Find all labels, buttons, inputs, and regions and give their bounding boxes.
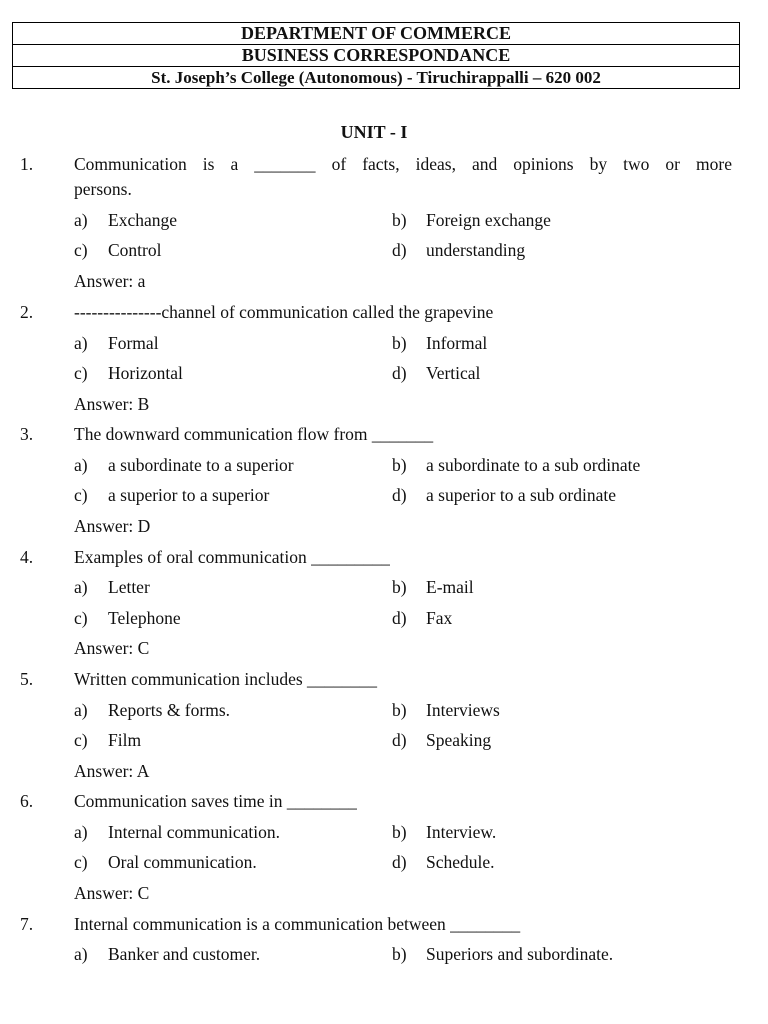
option-letter: b) <box>392 455 407 475</box>
question-number: 2. <box>20 302 34 322</box>
option-text: Telephone <box>108 608 181 628</box>
option-text: Fax <box>426 608 453 628</box>
option-letter: b) <box>392 577 407 597</box>
option-d <box>392 483 616 507</box>
option-letter: b) <box>392 210 407 230</box>
option-text: Oral communication. <box>108 852 257 872</box>
option-letter: a) <box>74 210 88 230</box>
answer-line: Answer: a <box>74 271 146 291</box>
option-a <box>74 331 159 355</box>
option-text: a superior to a sub ordinate <box>426 485 617 505</box>
option-b <box>392 820 496 844</box>
option-text: Horizontal <box>108 363 183 383</box>
option-letter: b) <box>392 944 407 964</box>
question-text: Written communication includes ________ <box>74 669 378 689</box>
option-d <box>392 606 452 630</box>
answer-line: Answer: C <box>74 883 150 903</box>
unit-title: UNIT - I <box>340 122 408 142</box>
option-c <box>74 361 183 385</box>
option-text: Interview. <box>426 822 497 842</box>
question-text-continued: persons. <box>74 179 132 199</box>
option-text: a subordinate to a superior <box>108 455 294 475</box>
option-letter: d) <box>392 240 407 260</box>
header-table <box>12 22 740 89</box>
department-title: DEPARTMENT OF COMMERCE <box>13 23 740 45</box>
option-a <box>74 575 150 599</box>
option-letter: a) <box>74 333 88 353</box>
option-a <box>74 453 294 477</box>
question-number: 4. <box>20 547 34 567</box>
option-letter: b) <box>392 333 407 353</box>
option-text: E-mail <box>426 577 474 597</box>
option-text: Informal <box>426 333 488 353</box>
option-text: Speaking <box>426 730 492 750</box>
option-text: Interviews <box>426 700 500 720</box>
option-a <box>74 942 260 966</box>
option-b <box>392 208 551 232</box>
option-a <box>74 698 230 722</box>
option-text: Exchange <box>108 210 177 230</box>
question-text: Communication saves time in ________ <box>74 791 357 811</box>
option-letter: b) <box>392 822 407 842</box>
option-a <box>74 820 280 844</box>
option-text: Film <box>108 730 142 750</box>
question-number: 1. <box>20 154 34 174</box>
course-title: BUSINESS CORRESPONDANCE <box>13 45 740 67</box>
option-text: Foreign exchange <box>426 210 551 230</box>
option-c <box>74 238 161 262</box>
option-letter: a) <box>74 822 88 842</box>
option-text: Internal communication. <box>108 822 281 842</box>
option-d <box>392 238 525 262</box>
option-b <box>392 942 613 966</box>
question-text: ---------------channel of communication called the grapevine <box>74 302 494 322</box>
college-name: St. Joseph’s College (Autonomous) - Tiruchirappalli – 620 002 <box>13 67 740 89</box>
option-letter: d) <box>392 730 407 750</box>
option-text: Banker and customer. <box>108 944 261 964</box>
option-d <box>392 361 480 385</box>
option-letter: c) <box>74 608 88 628</box>
answer-line: Answer: A <box>74 761 150 781</box>
answer-line: Answer: D <box>74 516 151 536</box>
option-d <box>392 728 491 752</box>
option-c <box>74 728 141 752</box>
option-b <box>392 331 487 355</box>
option-letter: a) <box>74 577 88 597</box>
question-text: Internal communication is a communication between ________ <box>74 914 521 934</box>
option-letter: d) <box>392 608 407 628</box>
option-text: a superior to a superior <box>108 485 270 505</box>
option-text: Schedule. <box>426 852 495 872</box>
option-c <box>74 483 269 507</box>
option-b <box>392 453 640 477</box>
option-d <box>392 850 495 874</box>
option-text: Letter <box>108 577 150 597</box>
option-text: understanding <box>426 240 526 260</box>
option-letter: c) <box>74 485 88 505</box>
option-letter: c) <box>74 730 88 750</box>
option-b <box>392 698 500 722</box>
option-letter: d) <box>392 852 407 872</box>
option-text: Control <box>108 240 162 260</box>
question-text: Examples of oral communication _________ <box>74 547 390 567</box>
answer-line: Answer: B <box>74 394 150 414</box>
option-text: Formal <box>108 333 159 353</box>
option-text: Superiors and subordinate. <box>426 944 614 964</box>
option-a <box>74 208 177 232</box>
question-number: 7. <box>20 914 34 934</box>
option-b <box>392 575 474 599</box>
option-letter: b) <box>392 700 407 720</box>
option-letter: a) <box>74 944 88 964</box>
question-number: 5. <box>20 669 34 689</box>
option-letter: c) <box>74 852 88 872</box>
option-text: Vertical <box>426 363 481 383</box>
option-letter: d) <box>392 485 407 505</box>
question-text: Communication is a _______ of facts, ideas, and opinions by two or more <box>74 154 732 174</box>
option-text: a subordinate to a sub ordinate <box>426 455 641 475</box>
option-letter: d) <box>392 363 407 383</box>
question-number: 6. <box>20 791 34 811</box>
question-text: The downward communication flow from _______ <box>74 424 434 444</box>
option-letter: c) <box>74 240 88 260</box>
option-letter: c) <box>74 363 88 383</box>
option-text: Reports & forms. <box>108 700 231 720</box>
option-letter: a) <box>74 455 88 475</box>
question-number: 3. <box>20 424 34 444</box>
answer-line: Answer: C <box>74 638 150 658</box>
option-letter: a) <box>74 700 88 720</box>
option-c <box>74 606 181 630</box>
option-c <box>74 850 257 874</box>
